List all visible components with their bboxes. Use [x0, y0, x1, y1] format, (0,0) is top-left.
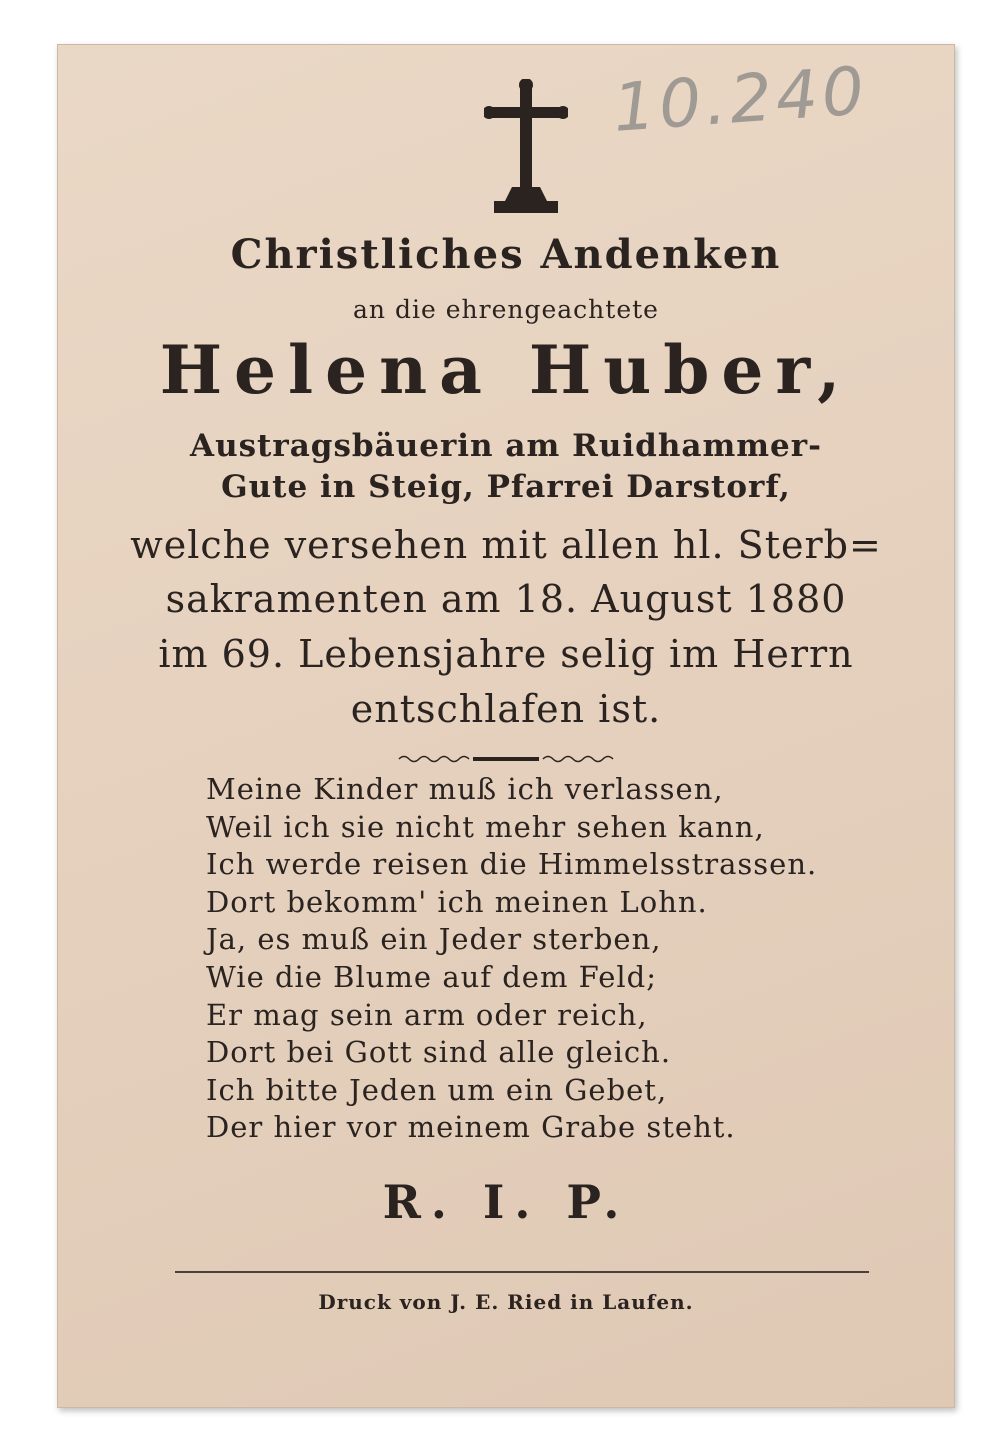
occupation-line: Gute in Steig, Pfarrei Darstorf, [221, 469, 791, 505]
poem-line: Weil ich sie nicht mehr sehen kann, [206, 809, 765, 844]
footer-rule [175, 1271, 869, 1273]
poem-line: Ich werde reisen die Himmelsstrassen. [206, 847, 818, 882]
poem [206, 771, 866, 1147]
occupation-line: Austragsbäuerin am Ruidhammer- [190, 428, 822, 464]
body-line: entschlafen ist. [350, 687, 662, 731]
poem-line: Meine Kinder muß ich verlassen, [206, 772, 724, 806]
body-line: im 69. Lebensjahre selig im Herrn [158, 632, 854, 676]
poem-line: Er mag sein arm oder reich, [206, 997, 648, 1032]
cross-icon [484, 79, 568, 214]
card-subtitle: an die ehrengeachtete [353, 295, 659, 324]
poem-line: Der hier vor meinem Grabe steht. [206, 1110, 736, 1145]
handwritten-archive-number: 10.240 [610, 52, 871, 147]
deceased-name: Helena Huber, [159, 331, 853, 409]
rip-closing: R. I. P. [382, 1175, 630, 1229]
ornamental-divider [397, 751, 615, 767]
poem-line: Wie die Blume auf dem Feld; [206, 959, 657, 994]
body-line: sakramenten am 18. August 1880 [165, 577, 847, 621]
card-title: Christliches Andenken [230, 231, 782, 278]
memorial-card [57, 44, 955, 1408]
body-line: welche versehen mit allen hl. Sterb= [130, 523, 882, 567]
poem-line: Dort bei Gott sind alle gleich. [206, 1035, 672, 1070]
poem-line: Dort bekomm' ich meinen Lohn. [206, 884, 708, 919]
printer-credit: Druck von J. E. Ried in Laufen. [318, 1290, 694, 1314]
poem-line: Ich bitte Jeden um ein Gebet, [206, 1072, 668, 1107]
poem-line: Ja, es muß ein Jeder sterben, [206, 922, 662, 957]
